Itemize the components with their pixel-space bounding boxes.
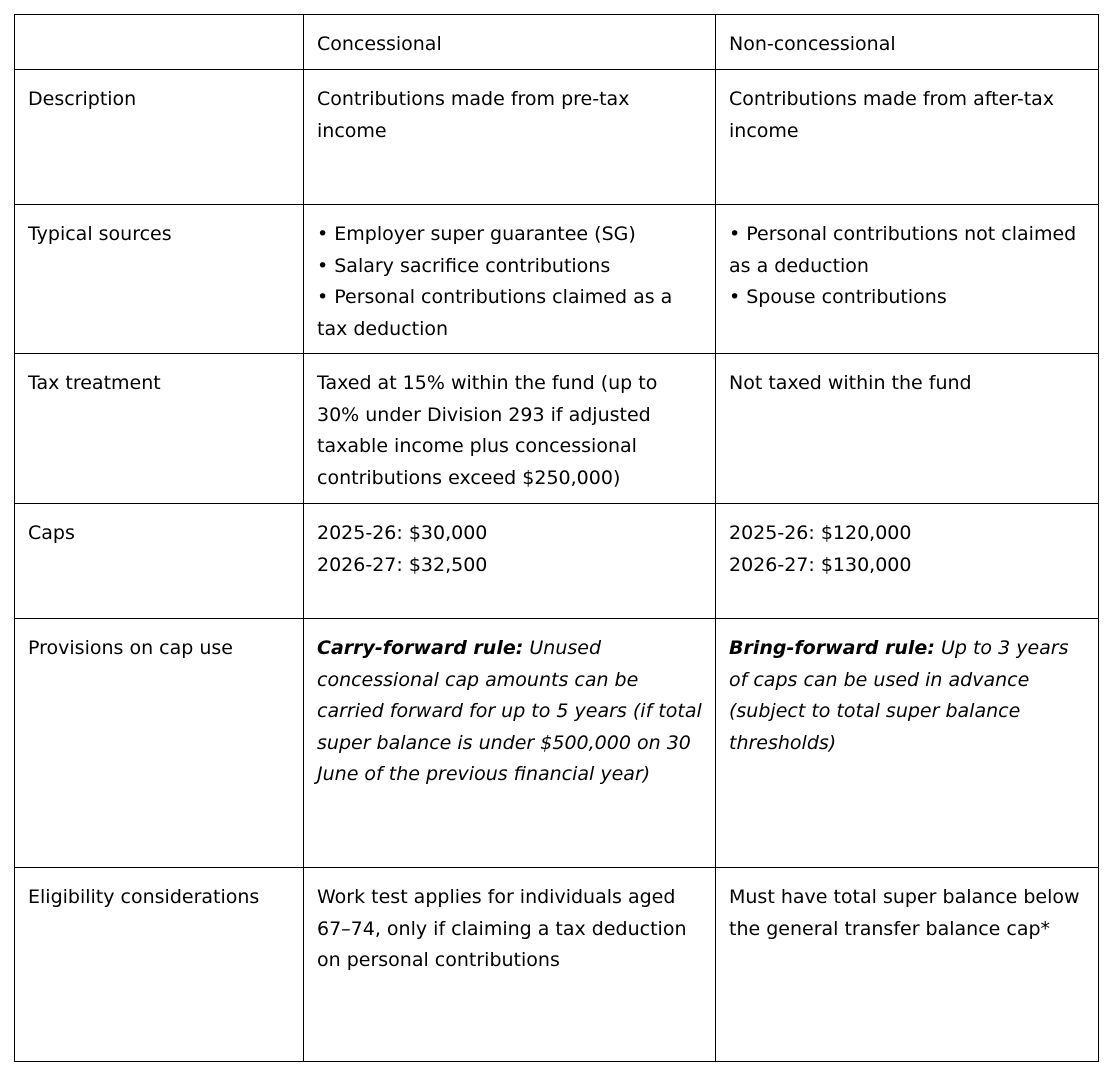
non-concessional-cell: Not taxed within the fund [716, 354, 1099, 504]
contributions-comparison-table [14, 14, 1099, 1062]
row-label: Description [15, 70, 304, 205]
rule-text: Up to 3 years of caps can be used in advance (subject to total super balance thresholds) [729, 637, 1069, 754]
table-row-eligibility [15, 868, 1099, 1062]
cap-value: 2026-27: $32,500 [317, 553, 488, 576]
list-item: • Personal contributions not claimed as a deduction [729, 223, 1077, 277]
table-row-provisions [15, 619, 1099, 868]
concessional-cell [304, 504, 716, 619]
concessional-cell [304, 619, 716, 868]
concessional-cell [304, 205, 716, 354]
rule-text: Unused concessional cap amounts can be carried forward for up to 5 years (if total super balance is under $500,000 on 30 June of the previous financial year) [317, 637, 702, 785]
header-row [15, 15, 1099, 70]
row-label: Caps [15, 504, 304, 619]
cap-value: 2025-26: $120,000 [729, 522, 912, 544]
table-row-typical-sources [15, 205, 1099, 354]
rule-name: Carry-forward rule: [317, 637, 524, 659]
list-item: • Spouse contributions [729, 286, 947, 308]
row-label: Tax treatment [15, 354, 304, 504]
cap-value: 2026-27: $130,000 [729, 553, 912, 576]
row-label: Eligibility considerations [15, 868, 304, 1062]
list-item: • Personal contributions claimed as a tax deduction [317, 286, 673, 340]
concessional-cell: Contributions made from pre-tax income [304, 70, 716, 205]
header-concessional: Concessional [304, 15, 716, 70]
non-concessional-cell: Contributions made from after-tax income [716, 70, 1099, 205]
rule-name: Bring-forward rule: [729, 637, 935, 659]
row-label: Typical sources [15, 205, 304, 354]
non-concessional-cell: Must have total super balance below the general transfer balance cap* [716, 868, 1099, 1062]
header-cell-empty [15, 15, 304, 70]
non-concessional-cell [716, 504, 1099, 619]
table-row-tax-treatment [15, 354, 1099, 504]
table-row-caps [15, 504, 1099, 619]
non-concessional-cell [716, 205, 1099, 354]
header-non-concessional: Non-concessional [716, 15, 1099, 70]
row-label: Provisions on cap use [15, 619, 304, 868]
table-row-description [15, 70, 1099, 205]
concessional-cell: Work test applies for individuals aged 67–74, only if claiming a tax deduction on personal contributions [304, 868, 716, 1062]
list-item: • Salary sacrifice contributions [317, 254, 611, 277]
cap-value: 2025-26: $30,000 [317, 522, 488, 544]
concessional-cell: Taxed at 15% within the fund (up to 30% under Division 293 if adjusted taxable income plus concessional contributions exceed $250,000) [304, 354, 716, 504]
non-concessional-cell [716, 619, 1099, 868]
list-item: • Employer super guarantee (SG) [317, 223, 636, 245]
